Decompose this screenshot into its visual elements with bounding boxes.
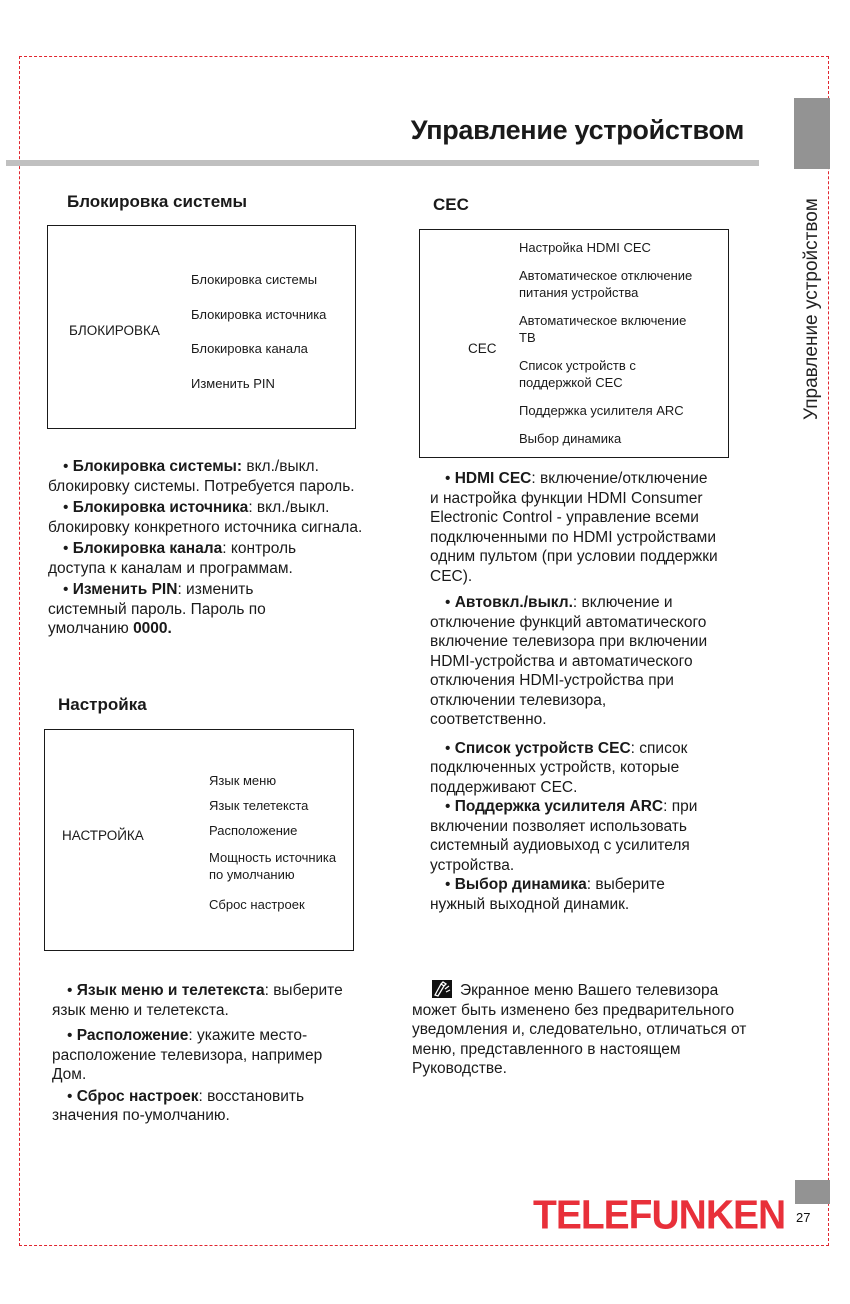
lock-menu-label: БЛОКИРОВКА [69, 323, 160, 338]
setup-heading: Настройка [58, 695, 147, 714]
lock-menu-item: Блокировка системы [191, 272, 318, 287]
setup-description: • Язык меню и телетекста: выберите язык меню и телетекста. • Расположение: укажите место- расположение телевизора, например Дом. • Сброс настроек: восстановить значения по-умолчанию. [52, 982, 343, 1124]
page-title: Управление устройством [410, 115, 744, 145]
setup-menu-diagram [44, 729, 354, 951]
cec-menu-item: Поддержка усилителя ARC [519, 403, 684, 418]
cec-menu-item: Автоматическое отключение [519, 268, 693, 283]
cec-description: • HDMI CEC: включение/отключение и настройка функции HDMI Consumer Electronic Control - управление всеми подключенными по HDMI устройствами одним пультом (при условии поддержки CEC). • Автовкл./выкл.: включение и отключение функций автоматического включение телевизора при включении HDMI-устройства и автоматического отключения HDMI-устройства при отключении телевизора, соответственно. • Список устройств CEC: список подключенных устройств, которые поддерживают CEC. • Поддержка усилителя ARC: при включении позволяет использовать системный аудиовыход с усилителя устройства. • Выбор динамика: выберите нужный выходной динамик. [430, 470, 718, 913]
cec-menu-item: Выбор динамика [519, 431, 622, 446]
page-number-tab [795, 1180, 830, 1204]
lock-menu-item: Изменить PIN [191, 376, 275, 391]
header-rule [6, 160, 759, 166]
brand-logo: TELEFUNKEN [533, 1193, 786, 1239]
term: Язык меню и телетекста [76, 982, 265, 999]
lock-menu-item: Блокировка канала [191, 341, 308, 356]
setup-menu-item: Расположение [209, 823, 298, 838]
setup-menu-item: Сброс настроек [209, 897, 305, 912]
side-section-label: Управление устройством [801, 198, 822, 420]
note-block: Экранное меню Вашего телевизора может быть изменено без предварительного уведомления и, следовательно, отличаться от меню, представленного в настоящем Руководстве. [412, 982, 747, 1077]
cec-heading: CEC [433, 195, 469, 214]
term: Расположение [76, 1027, 189, 1044]
term: Изменить PIN [72, 581, 178, 598]
setup-menu-item: Язык меню [209, 773, 277, 788]
cec-menu-item: питания устройства [519, 285, 639, 300]
cec-menu-label: CEC [468, 341, 497, 356]
term: Выбор динамика [454, 876, 587, 893]
lock-description: • Блокировка системы: вкл./выкл. блокировку системы. Потребуется пароль. • Блокировка источника: вкл./выкл. блокировку конкретного источника сигнала. • Блокировка канала: контроль доступа к каналам и программам. • Изменить PIN: изменить системный пароль. Пароль по умолчанию 0000. [48, 458, 363, 637]
term: Список устройств CEC [454, 739, 631, 757]
cec-menu-item: Настройка HDMI CEC [519, 240, 651, 255]
term: Поддержка усилителя ARC [454, 798, 664, 815]
setup-menu-item: по умолчанию [209, 867, 295, 882]
page-number: 27 [796, 1210, 811, 1225]
term: Автовкл./выкл. [454, 594, 573, 611]
cec-menu-item: Автоматическое включение [519, 313, 687, 328]
cec-menu-item: Список устройств с [519, 358, 636, 373]
term: Блокировка системы: [72, 458, 243, 475]
term: Блокировка источника [72, 499, 249, 516]
setup-menu-label: НАСТРОЙКА [62, 828, 144, 843]
cec-menu-item: поддержкой CEC [519, 375, 623, 390]
lock-heading: Блокировка системы [67, 192, 248, 211]
lock-menu-diagram [47, 225, 356, 429]
cec-menu-item: ТВ [519, 330, 536, 345]
cec-menu-diagram [419, 229, 729, 458]
note-pencil-icon [432, 980, 452, 998]
lock-menu-item: Блокировка источника [191, 307, 327, 322]
term: Блокировка канала [72, 540, 223, 557]
term: HDMI CEC [454, 470, 532, 487]
setup-menu-item: Мощность источника [209, 850, 337, 865]
term: Сброс настроек [76, 1087, 199, 1105]
setup-menu-item: Язык телетекста [209, 798, 309, 813]
